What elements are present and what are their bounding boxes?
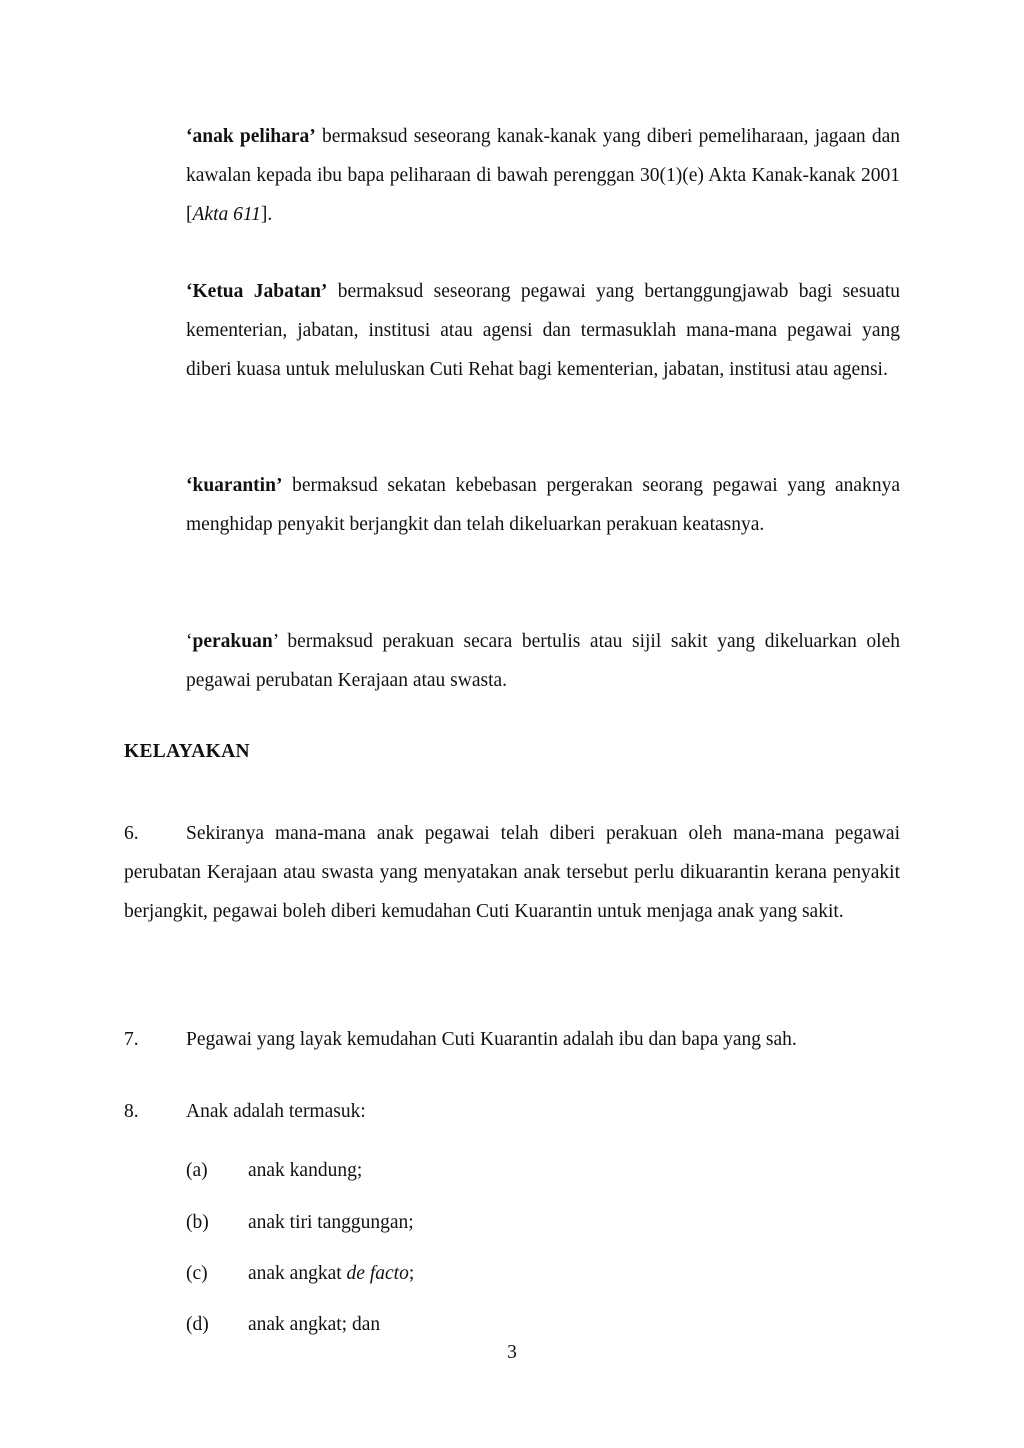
list-item-d bbox=[186, 1310, 380, 1340]
paragraph-6 bbox=[124, 814, 900, 931]
definition-term: ‘anak pelihara’ bbox=[186, 126, 316, 147]
list-item-b bbox=[186, 1208, 414, 1238]
definition-text: bermaksud seseorang kanak-kanak yang diberi pemeliharaan, jagaan dan kawalan kepada ibu bapa peliharaan di bawah perenggan 30(1)(e) Akta Kanak-kanak 2001 [ bbox=[186, 126, 900, 225]
definition-term: perakuan bbox=[192, 631, 273, 652]
quote-open: ‘ bbox=[186, 631, 193, 652]
list-text-italic: de facto bbox=[346, 1263, 409, 1284]
section-heading: KELAYAKAN bbox=[124, 741, 250, 762]
paragraph-text: Sekiranya mana-mana anak pegawai telah diberi perakuan oleh mana-mana pegawai perubatan Kerajaan atau swasta yang menyatakan anak tersebut perlu dikuarantin kerana penyakit berjangkit, pegawai boleh diberi kemudahan Cuti Kuarantin untuk menjaga anak yang sakit. bbox=[124, 823, 900, 922]
definition-term: ‘Ketua Jabatan’ bbox=[186, 281, 328, 302]
list-marker: (d) bbox=[186, 1314, 209, 1335]
list-text: anak kandung; bbox=[248, 1160, 363, 1181]
definition-text-end: ]. bbox=[260, 204, 273, 225]
act-reference: Akta 611 bbox=[192, 204, 261, 225]
paragraph-text: Anak adalah termasuk: bbox=[186, 1101, 366, 1122]
definition-ketua-jabatan bbox=[186, 272, 900, 389]
definition-kuarantin bbox=[186, 466, 900, 544]
list-item-a bbox=[186, 1156, 362, 1186]
paragraph-text: Pegawai yang layak kemudahan Cuti Kuarantin adalah ibu dan bapa yang sah. bbox=[186, 1029, 797, 1050]
paragraph-number: 7. bbox=[124, 1029, 139, 1050]
definition-perakuan bbox=[186, 622, 900, 700]
list-item-c bbox=[186, 1259, 414, 1289]
quote-close: ’ bbox=[272, 631, 278, 652]
definition-text: bermaksud perakuan secara bertulis atau sijil sakit yang dikeluarkan oleh pegawai perubatan Kerajaan atau swasta. bbox=[186, 631, 900, 691]
paragraph-number: 6. bbox=[124, 823, 139, 844]
list-marker: (a) bbox=[186, 1160, 208, 1181]
list-text: anak angkat; dan bbox=[248, 1314, 381, 1335]
paragraph-8 bbox=[124, 1092, 366, 1131]
definition-anak-pelihara bbox=[186, 117, 900, 234]
definition-text: bermaksud seseorang pegawai yang bertanggungjawab bagi sesuatu kementerian, jabatan, institusi atau agensi dan termasuklah mana-mana pegawai yang diberi kuasa untuk meluluskan Cuti Rehat bagi kementerian, jabatan, institusi atau agensi. bbox=[186, 281, 900, 380]
paragraph-7 bbox=[124, 1020, 797, 1059]
definition-text: bermaksud sekatan kebebasan pergerakan seorang pegawai yang anaknya menghidap penyakit berjangkit dan telah dikeluarkan perakuan keatasnya. bbox=[186, 475, 900, 535]
definition-term: ‘kuarantin’ bbox=[186, 475, 283, 496]
list-text: anak tiri tanggungan; bbox=[248, 1212, 414, 1233]
list-marker: (c) bbox=[186, 1263, 208, 1284]
list-marker: (b) bbox=[186, 1212, 209, 1233]
list-text-end: ; bbox=[408, 1263, 415, 1284]
list-text: anak angkat bbox=[248, 1263, 347, 1284]
paragraph-number: 8. bbox=[124, 1101, 139, 1122]
page-number: 3 bbox=[507, 1342, 517, 1363]
